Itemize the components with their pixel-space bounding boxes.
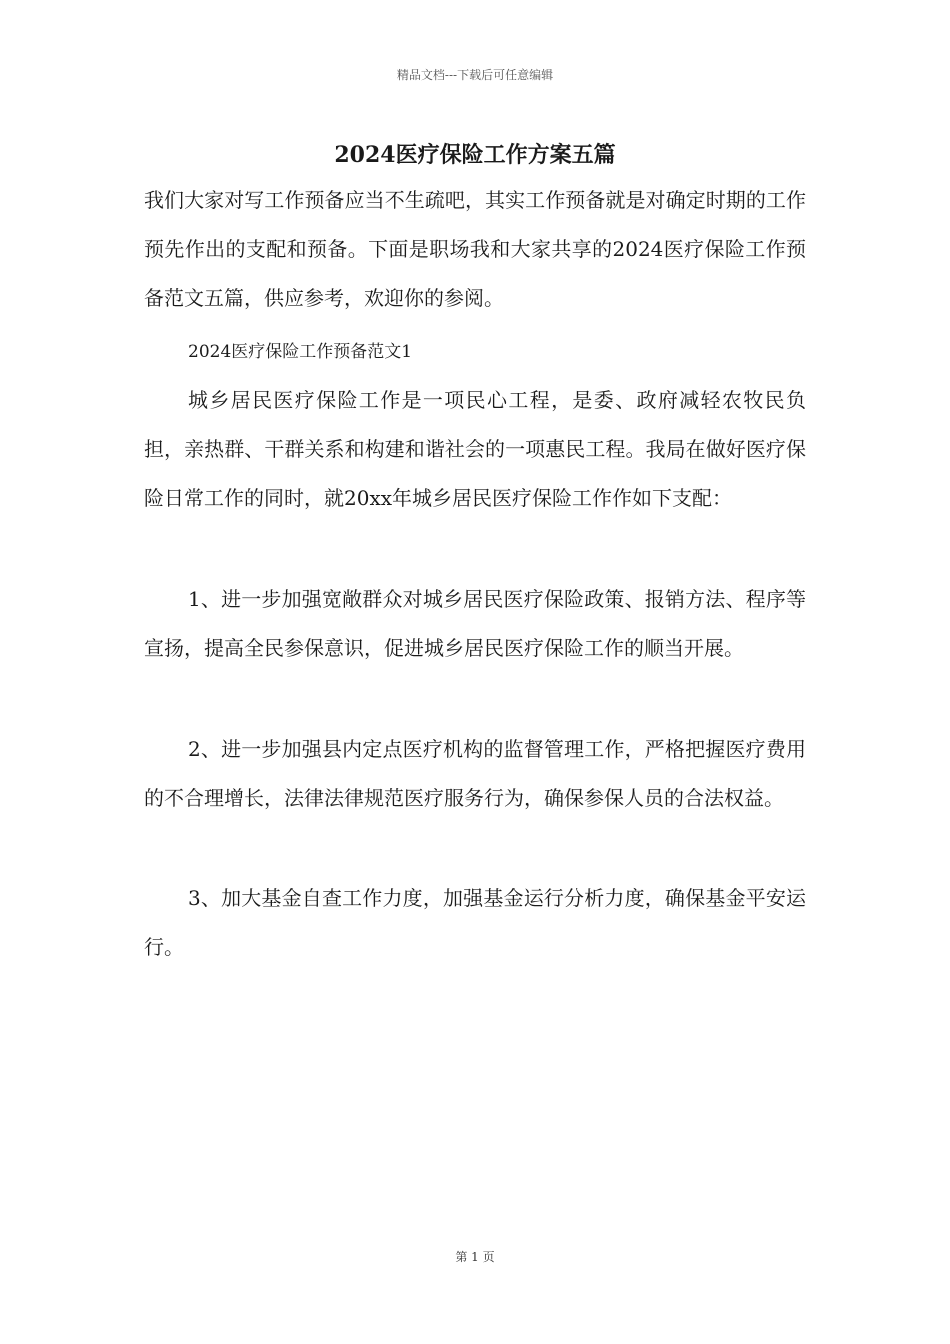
list-item-3: 3、加大基金自查工作力度，加强基金运行分析力度，确保基金平安运行。 (144, 886, 806, 959)
list-item-2: 2、进一步加强县内定点医疗机构的监督管理工作，严格把握医疗费用的不合理增长，法律法律规范医疗服务行为，确保参保人员的合法权益。 (144, 737, 806, 810)
list-item-1: 1、进一步加强宽敞群众对城乡居民医疗保险政策、报销方法、程序等宣扬，提高全民参保意识，促进城乡居民医疗保险工作的顺当开展。 (144, 587, 806, 660)
body-paragraph-1: 城乡居民医疗保险工作是一项民心工程，是委、政府减轻农牧民负担，亲热群、干群关系和构建和谐社会的一项惠民工程。我局在做好医疗保险日常工作的同时，就20xx年城乡居民医疗保险工作作如下支配： (144, 388, 806, 510)
page-header: 精品文档---下载后可任意编辑 (396, 68, 554, 82)
page-number: 第 1 页 (455, 1250, 495, 1264)
section-heading: 2024医疗保险工作预备范文1 (188, 342, 413, 362)
intro-paragraph: 我们大家对写工作预备应当不生疏吧，其实工作预备就是对确定时期的工作预先作出的支配和预备。下面是职场我和大家共享的2024医疗保险工作预备范文五篇，供应参考，欢迎你的参阅。 (144, 188, 806, 310)
document-title: 2024医疗保险工作方案五篇 (334, 142, 616, 168)
